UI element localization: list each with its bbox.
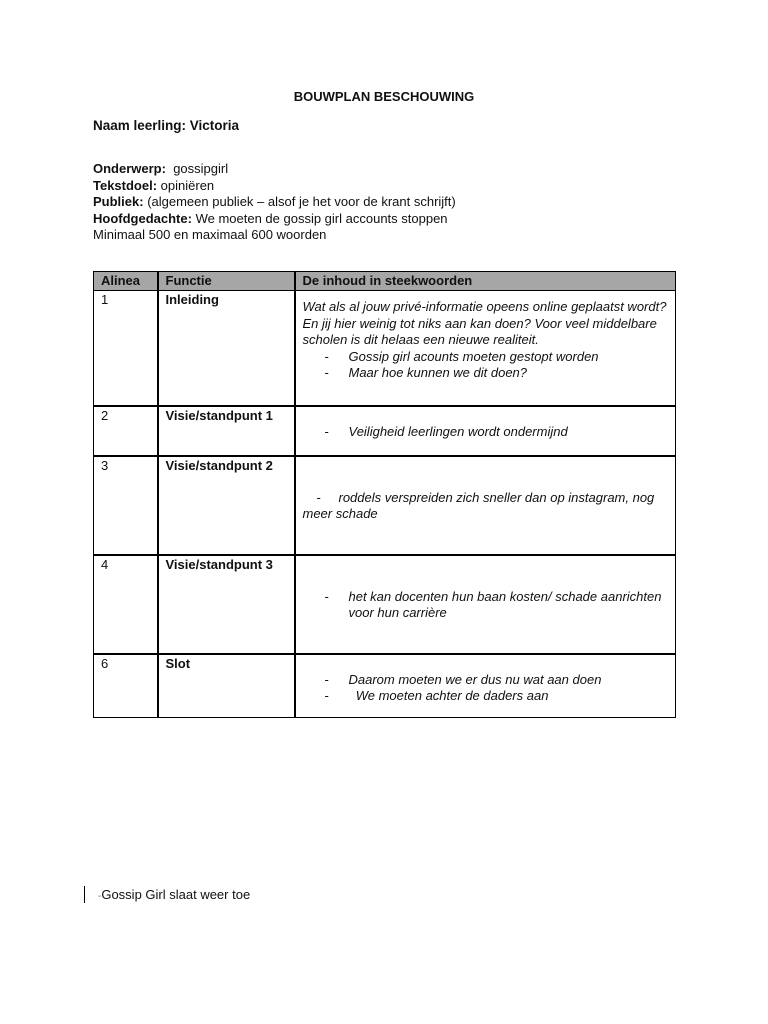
meta-tekstdoel: Tekstdoel: opiniëren: [93, 177, 215, 193]
table-row: [94, 654, 676, 718]
cell-alinea: 1: [94, 291, 158, 406]
header-alinea: Alinea: [94, 272, 158, 291]
word-count: Minimaal 500 en maximaal 600 woorden: [93, 227, 327, 243]
meta-onderwerp: Onderwerp: gossipgirl: [93, 161, 229, 176]
cell-alinea: 4: [94, 555, 158, 654]
list-item: - We moeten achter de daders aan: [324, 688, 549, 703]
plan-table: [93, 271, 676, 718]
cell-functie: Slot: [158, 654, 295, 718]
table-row: [94, 555, 676, 654]
table-header-row: [94, 272, 676, 291]
cell-inhoud: [295, 291, 676, 406]
list-item: - het kan docenten hun baan kosten/ schade aanrichten voor hun carrière: [324, 588, 662, 620]
list-item: - roddels verspreiden zich sneller dan op instagram, nog meer schade: [302, 489, 655, 521]
cell-inhoud: [295, 654, 676, 718]
cell-alinea: 3: [94, 456, 158, 555]
cell-functie: Visie/standpunt 3: [158, 555, 295, 654]
footer-text: -Gossip Girl slaat weer toe: [98, 887, 251, 902]
meta-publiek: Publiek: (algemeen publiek – alsof je het voor de krant schrijft): [93, 194, 456, 210]
list-item: - Gossip girl acounts moeten gestopt worden: [324, 348, 599, 364]
cell-inhoud: [295, 555, 676, 654]
table-row: [94, 291, 676, 406]
document-title: BOUWPLAN BESCHOUWING: [293, 89, 475, 104]
list-item: - Daarom moeten we er dus nu wat aan doen: [324, 671, 602, 687]
cell-functie: Inleiding: [158, 291, 295, 406]
table-row: [94, 456, 676, 555]
list-item: - Maar hoe kunnen we dit doen?: [324, 365, 528, 380]
cell-functie: Visie/standpunt 1: [158, 406, 295, 456]
header-inhoud: De inhoud in steekwoorden: [295, 272, 676, 291]
cell-alinea: 2: [94, 406, 158, 456]
assignment-meta: [93, 161, 456, 244]
meta-hoofdgedachte: Hoofdgedachte: We moeten de gossip girl accounts stoppen: [93, 210, 448, 226]
cell-alinea: 6: [94, 654, 158, 718]
table-row: [94, 406, 676, 456]
footer-mark: -: [98, 891, 102, 902]
text-cursor: [84, 886, 85, 903]
cell-functie: Visie/standpunt 2: [158, 456, 295, 555]
cell-inhoud: [295, 406, 676, 456]
list-item: - Veiligheid leerlingen wordt ondermijnd: [324, 423, 568, 439]
header-functie: Functie: [158, 272, 295, 291]
student-name: Naam leerling: Victoria: [93, 118, 240, 133]
intro-text: Wat als al jouw privé-informatie opeens online geplaatst wordt? En jij hier weinig tot niks aan kan doen? Voor veel middelbare scholen is dit helaas een nieuwe realiteit.: [302, 299, 667, 347]
cell-inhoud: [295, 456, 676, 555]
